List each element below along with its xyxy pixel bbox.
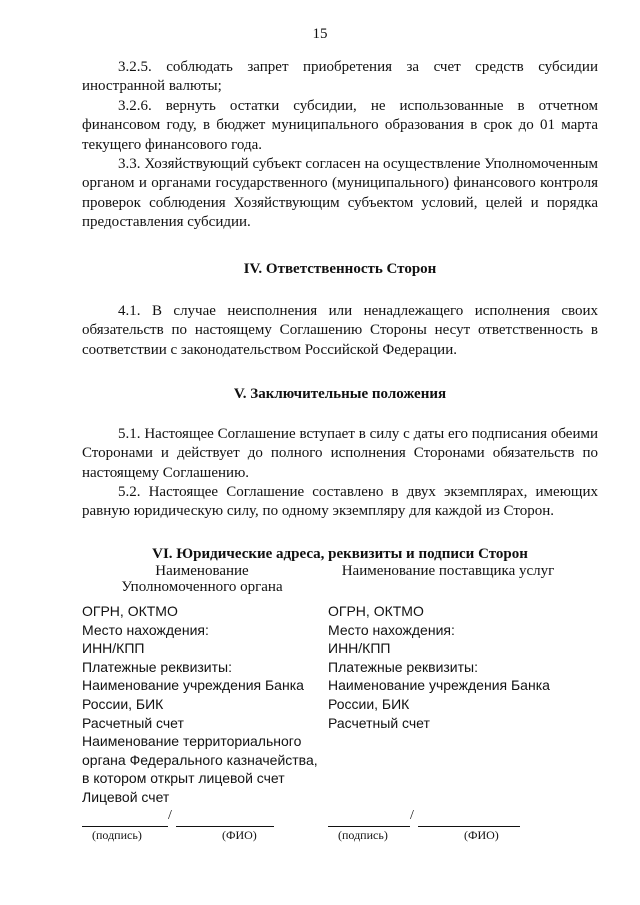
- left-party-title-line1: Наименование: [155, 563, 249, 579]
- right-field: Платежные реквизиты:: [328, 658, 478, 675]
- paragraph-3-3: 3.3. Хозяйствующий субъект согласен на осуществление Уполномоченным органом и органами государственного (муниципального) финансового контроля проверок соблюдения Хозяйствующим субъектом условий, целей и порядка предоставления субсидии.: [82, 156, 598, 231]
- left-field: Место нахождения:: [82, 621, 209, 638]
- left-field: ИНН/КПП: [82, 640, 145, 657]
- right-field: Место нахождения:: [328, 621, 455, 638]
- paragraph-3-2-5: 3.2.5. соблюдать запрет приобретения за счет средств субсидии иностранной валюты;: [82, 59, 598, 95]
- left-party-block: [82, 563, 322, 807]
- left-field: в котором открыт лицевой счет: [82, 770, 285, 787]
- left-party-title-line2: Уполномоченного органа: [121, 579, 283, 595]
- right-party-title: [328, 563, 568, 599]
- right-signature-slash: /: [410, 808, 414, 823]
- section-6-heading: VI. Юридические адреса, реквизиты и подписи Сторон: [152, 545, 528, 562]
- left-signature-caption: (подпись): [92, 828, 142, 842]
- right-field: Наименование учреждения Банка: [328, 677, 550, 694]
- right-field: России, БИК: [328, 695, 410, 712]
- paragraph-5-1: 5.1. Настоящее Соглашение вступает в силу с даты его подписания обеими Сторонами и действует до полного исполнения Сторонами обязательств по настоящему Соглашению.: [82, 425, 598, 481]
- right-name-line: [418, 826, 520, 827]
- right-field: ИНН/КПП: [328, 640, 391, 657]
- right-field: ОГРН, ОКТМО: [328, 603, 424, 619]
- paragraph-4-1: 4.1. В случае неисполнения или ненадлежащего исполнения своих обязательств по настоящему Соглашению Стороны несут ответственность в соответствии с законодательством Российской Федерации.: [82, 303, 598, 358]
- right-field: Расчетный счет: [328, 714, 430, 731]
- left-field: Платежные реквизиты:: [82, 658, 232, 675]
- left-field: ОГРН, ОКТМО: [82, 603, 178, 619]
- paragraph-3-2-6: 3.2.6. вернуть остатки субсидии, не использованные в отчетном финансовом году, в бюджет муниципального образования в срок до 01 марта текущего финансового года.: [82, 97, 598, 153]
- right-party-fields: [328, 602, 568, 732]
- left-field: Наименование учреждения Банка: [82, 677, 304, 694]
- section-5-heading: V. Заключительные положения: [233, 386, 447, 403]
- left-field: Наименование территориального: [82, 733, 302, 750]
- left-field: России, БИК: [82, 695, 164, 712]
- left-name-line: [176, 826, 274, 827]
- left-signature-slash: /: [168, 808, 172, 823]
- page-number: 15: [312, 26, 328, 42]
- left-field: Расчетный счет: [82, 714, 184, 731]
- right-signature-line: [328, 826, 410, 827]
- left-party-title: [82, 563, 322, 599]
- paragraph-5-2: 5.2. Настоящее Соглашение составлено в двух экземплярах, имеющих равную юридическую силу, по одному экземпляру для каждой из Сторон.: [82, 483, 598, 520]
- left-party-fields: [82, 602, 322, 807]
- left-signature-line: [82, 826, 168, 827]
- section-4-heading: IV. Ответственность Сторон: [243, 260, 437, 277]
- right-signature-caption: (подпись): [338, 828, 388, 842]
- document-body: [82, 58, 598, 584]
- left-field: органа Федерального казначейства,: [82, 751, 318, 768]
- left-field: Лицевой счет: [82, 788, 170, 805]
- left-name-caption: (ФИО): [222, 828, 257, 842]
- right-party-title-line1: Наименование поставщика услуг: [341, 563, 555, 579]
- right-party-block: [328, 563, 568, 732]
- right-name-caption: (ФИО): [464, 828, 499, 842]
